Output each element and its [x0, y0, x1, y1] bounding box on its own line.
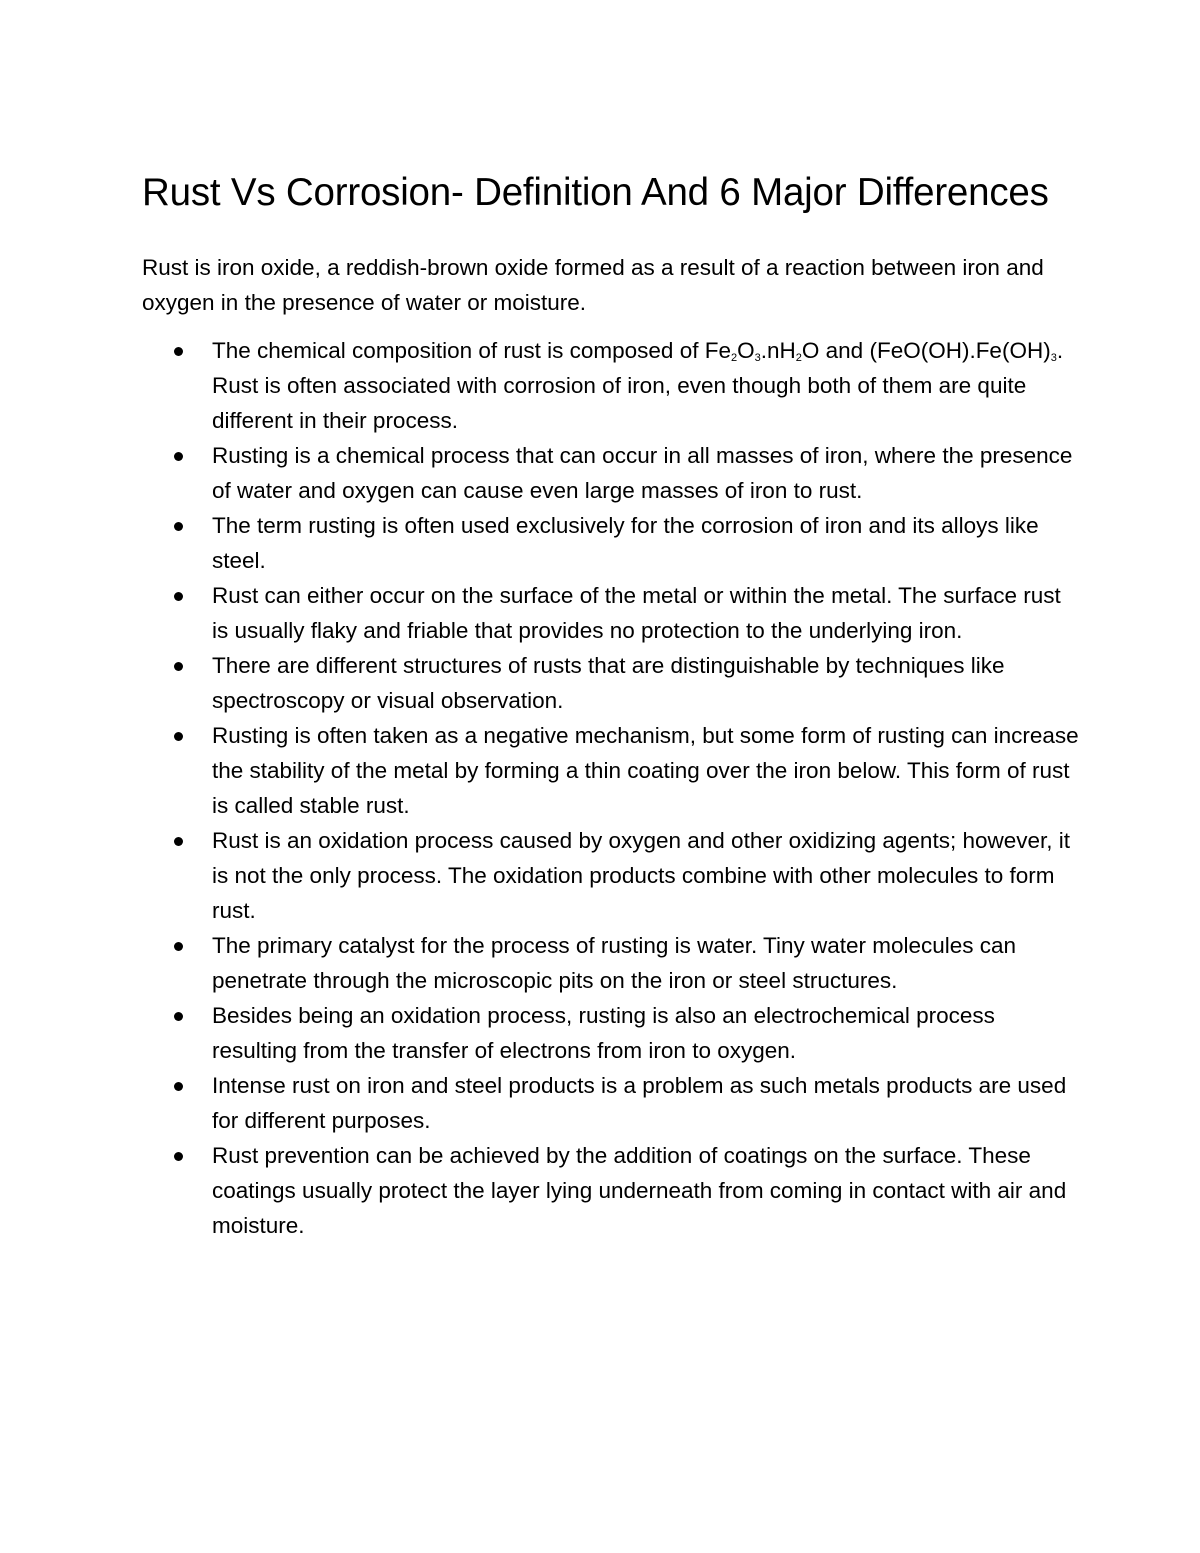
- bullet-text: There are different structures of rusts that are distinguishable by techniques like spectroscopy or visual observation.: [212, 653, 1005, 713]
- bullet-icon: [174, 1012, 183, 1021]
- bullet-text: Besides being an oxidation process, rusting is also an electrochemical process resulting from the transfer of electrons from iron to oxygen.: [212, 1003, 995, 1063]
- formula-subscript: 2: [795, 352, 802, 364]
- formula-subscript: 3: [1050, 352, 1057, 364]
- bullet-text: Rust can either occur on the surface of the metal or within the metal. The surface rust is usually flaky and friable that provides no protection to the underlying iron.: [212, 583, 1061, 643]
- list-item: [212, 508, 1082, 578]
- intro-paragraph: Rust is iron oxide, a reddish-brown oxide formed as a result of a reaction between iron and oxygen in the presence of water or moisture.: [142, 255, 1044, 315]
- bullet-text-lead: The chemical composition of rust is composed of: [212, 338, 705, 363]
- bullet-text: Rusting is often taken as a negative mechanism, but some form of rusting can increase the stability of the metal by forming a thin coating over the iron below. This form of rust is called stable rust.: [212, 723, 1079, 818]
- bullet-text-rest: . Rust is often associated with corrosion of iron, even though both of them are quite different in their process.: [212, 338, 1064, 433]
- formula-part: O: [737, 338, 755, 363]
- list-item: [212, 648, 1082, 718]
- formula-fe2o3: [705, 338, 820, 363]
- bullet-icon: [174, 837, 183, 846]
- page-title: Rust Vs Corrosion- Definition And 6 Major Differences: [142, 171, 1049, 214]
- bullet-icon: [174, 347, 183, 356]
- formula-subscript: 2: [730, 352, 738, 364]
- bullet-icon: [174, 1082, 183, 1091]
- list-item: [212, 823, 1082, 928]
- bullet-icon: [174, 942, 183, 951]
- formula-part: Fe: [704, 338, 731, 363]
- bullet-list: [212, 333, 1082, 1243]
- bullet-text: Rusting is a chemical process that can occur in all masses of iron, where the presence of water and oxygen can cause even large masses of iron to rust.: [212, 443, 1073, 503]
- bullet-text-and: and: [819, 338, 870, 363]
- list-item: [212, 718, 1082, 823]
- bullet-text: Intense rust on iron and steel products is a problem as such metals products are used for different purposes.: [212, 1073, 1067, 1133]
- bullet-text: The term rusting is often used exclusively for the corrosion of iron and its alloys like steel.: [212, 513, 1039, 573]
- bullet-icon: [174, 452, 183, 461]
- list-item: [212, 928, 1082, 998]
- bullet-text: The primary catalyst for the process of rusting is water. Tiny water molecules can penetrate through the microscopic pits on the iron or steel structures.: [212, 933, 1017, 993]
- list-item: [212, 578, 1082, 648]
- bullet-icon: [174, 522, 183, 531]
- formula-part: O: [801, 338, 820, 363]
- formula-feooh: [869, 338, 1056, 363]
- formula-subscript: 3: [754, 352, 761, 364]
- bullet-icon: [174, 662, 183, 671]
- bullet-icon: [174, 592, 183, 601]
- list-item: [212, 1138, 1082, 1243]
- list-item: [212, 438, 1082, 508]
- formula-part: (FeO(OH).Fe(OH): [869, 338, 1051, 363]
- list-item: [212, 1068, 1082, 1138]
- list-item: [212, 998, 1082, 1068]
- bullet-icon: [174, 732, 183, 741]
- bullet-text: Rust is an oxidation process caused by oxygen and other oxidizing agents; however, it is not the only process. The oxidation products combine with other molecules to form rust.: [212, 828, 1071, 923]
- formula-part: .nH: [760, 338, 796, 363]
- bullet-icon: [174, 1152, 183, 1161]
- bullet-text: Rust prevention can be achieved by the addition of coatings on the surface. These coatings usually protect the layer lying underneath from coming in contact with air and moisture.: [212, 1143, 1067, 1238]
- list-item: [212, 333, 1082, 438]
